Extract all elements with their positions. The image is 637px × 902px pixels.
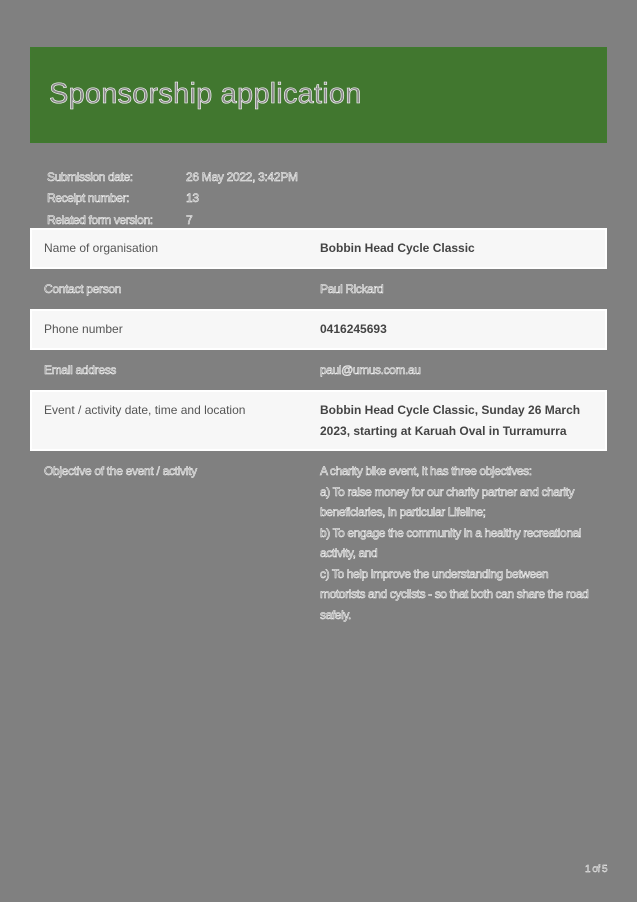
meta-value: 7 (186, 212, 193, 227)
meta-label: Receipt number: (47, 191, 130, 206)
meta-label: Submission date: (47, 169, 133, 184)
field-row-event-details (30, 390, 607, 451)
field-value (308, 453, 605, 633)
meta-row-submission-date (47, 166, 298, 188)
field-row-objective (30, 451, 607, 635)
meta-row-receipt-number (47, 188, 298, 210)
field-row-email (30, 350, 607, 391)
field-row-phone (30, 309, 607, 350)
meta-value: 26 May 2022, 3:42PM (186, 169, 298, 184)
field-value: Bobbin Head Cycle Classic (320, 241, 475, 255)
submission-metadata (47, 166, 298, 231)
field-label: Phone number (44, 322, 123, 336)
meta-value: 13 (186, 191, 199, 206)
field-value: Paul Rickard (320, 281, 384, 296)
page-title: Sponsorship application (49, 78, 362, 110)
page-indicator: 1 of 5 (585, 864, 608, 875)
objective-b: b) To engage the community in a healthy recreational activity, and (320, 525, 582, 560)
field-value: paul@umus.com.au (320, 362, 421, 377)
field-row-organisation (30, 228, 607, 269)
field-label: Event / activity date, time and location (44, 403, 246, 417)
meta-label: Related form version: (47, 212, 153, 227)
field-row-contact-person (30, 269, 607, 310)
objective-c: c) To help improve the understanding between motorists and cyclists - so that both can share the road safely. (320, 566, 589, 622)
field-label: Objective of the event / activity (44, 464, 197, 478)
field-label: Contact person (44, 281, 122, 296)
application-fields-table (30, 228, 607, 635)
objective-a: a) To raise money for our charity partner and charity beneficiaries, in particular Lifeline; (320, 484, 575, 519)
page-header (30, 47, 607, 143)
field-label: Name of organisation (44, 241, 159, 255)
field-value: Bobbin Head Cycle Classic, Sunday 26 March 2023, starting at Karuah Oval in Turramurra (320, 403, 581, 438)
objective-intro: A charity bike event, it has three objectives: (320, 464, 532, 478)
field-label: Email address (44, 362, 117, 377)
field-value: 0416245693 (320, 322, 387, 336)
